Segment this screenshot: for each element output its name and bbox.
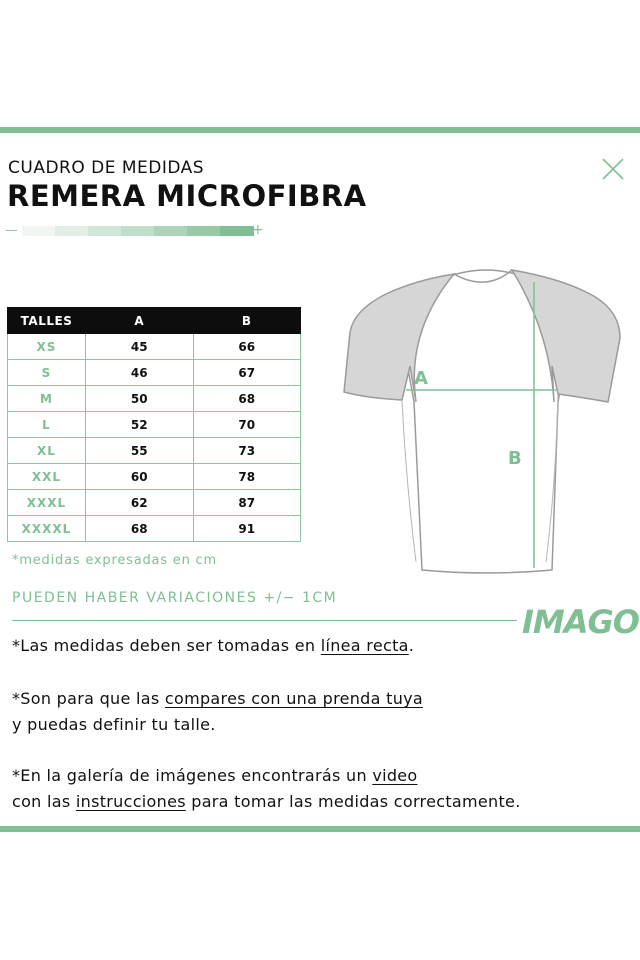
scale-segment <box>22 226 56 236</box>
instruction-2 <box>12 686 423 738</box>
imago-logo <box>520 600 640 640</box>
table-row <box>8 464 301 490</box>
link-video[interactable]: video <box>372 766 418 785</box>
table-row <box>8 334 301 360</box>
page-title: REMERA MICROFIBRA <box>7 179 367 213</box>
size-cell: L <box>8 412 86 438</box>
instruction-3-text: *En la galería de imágenes encontrarás un <box>12 766 373 785</box>
plus-icon: + <box>252 222 264 238</box>
measure-a-label: A <box>414 368 428 389</box>
measure-a-cell: 55 <box>86 438 194 464</box>
units-note: *medidas expresadas en cm <box>12 553 217 568</box>
measure-b-cell: 91 <box>193 516 301 542</box>
measure-a-cell: 62 <box>86 490 194 516</box>
size-cell: XXXL <box>8 490 86 516</box>
variation-notice: PUEDEN HABER VARIACIONES +/− 1CM <box>12 590 338 606</box>
top-accent-bar <box>0 127 640 133</box>
instruction-1 <box>12 633 414 659</box>
scale-segment <box>55 226 89 236</box>
scale-segment <box>88 226 122 236</box>
size-table-header <box>8 308 301 334</box>
instruction-3-line2-suffix: para tomar las medidas correctamente. <box>185 792 521 811</box>
table-row <box>8 490 301 516</box>
size-table <box>7 307 301 542</box>
size-cell: M <box>8 386 86 412</box>
instruction-2-line2: y puedas definir tu talle. <box>12 715 216 734</box>
table-row <box>8 360 301 386</box>
scale-segment <box>121 226 155 236</box>
tshirt-side-seam-left <box>402 400 416 562</box>
table-row <box>8 386 301 412</box>
measure-a-cell: 50 <box>86 386 194 412</box>
bottom-accent-bar <box>0 826 640 832</box>
size-cell: S <box>8 360 86 386</box>
divider <box>12 620 517 621</box>
measure-a-cell: 60 <box>86 464 194 490</box>
page-kicker: CUADRO DE MEDIDAS <box>8 158 205 178</box>
link-compares[interactable]: compares con una prenda tuya <box>164 689 424 708</box>
header-a: A <box>86 308 194 334</box>
measure-b-cell: 78 <box>193 464 301 490</box>
measure-a-cell: 45 <box>86 334 194 360</box>
size-cell: XS <box>8 334 86 360</box>
size-cell: XXXXL <box>8 516 86 542</box>
measure-a-cell: 52 <box>86 412 194 438</box>
size-cell: XXL <box>8 464 86 490</box>
tshirt-diagram <box>336 262 636 582</box>
table-row <box>8 438 301 464</box>
scale-segment <box>187 226 221 236</box>
svg-text:IMAGO: IMAGO <box>522 603 639 640</box>
measure-a-cell: 68 <box>86 516 194 542</box>
instruction-3 <box>12 763 521 815</box>
instruction-2-text: *Son para que las <box>12 689 165 708</box>
instruction-1-suffix: . <box>408 636 415 655</box>
close-icon[interactable] <box>600 156 626 182</box>
header-b: B <box>193 308 301 334</box>
scale-segment <box>154 226 188 236</box>
scale-segment <box>220 226 254 236</box>
link-linea-recta[interactable]: línea recta <box>320 636 409 655</box>
instruction-3-line2-prefix: con las <box>12 792 76 811</box>
measure-b-cell: 73 <box>193 438 301 464</box>
size-cell: XL <box>8 438 86 464</box>
measure-b-cell: 68 <box>193 386 301 412</box>
measure-b-cell: 70 <box>193 412 301 438</box>
link-instrucciones[interactable]: instrucciones <box>75 792 186 811</box>
measure-b-cell: 87 <box>193 490 301 516</box>
table-row <box>8 412 301 438</box>
measure-b-cell: 67 <box>193 360 301 386</box>
size-scale <box>6 224 266 238</box>
minus-icon <box>6 230 17 231</box>
measure-a-cell: 46 <box>86 360 194 386</box>
header-talles: TALLES <box>8 308 86 334</box>
table-row <box>8 516 301 542</box>
instruction-1-text: *Las medidas deben ser tomadas en <box>12 636 321 655</box>
measure-b-cell: 66 <box>193 334 301 360</box>
measure-b-label: B <box>508 448 522 469</box>
